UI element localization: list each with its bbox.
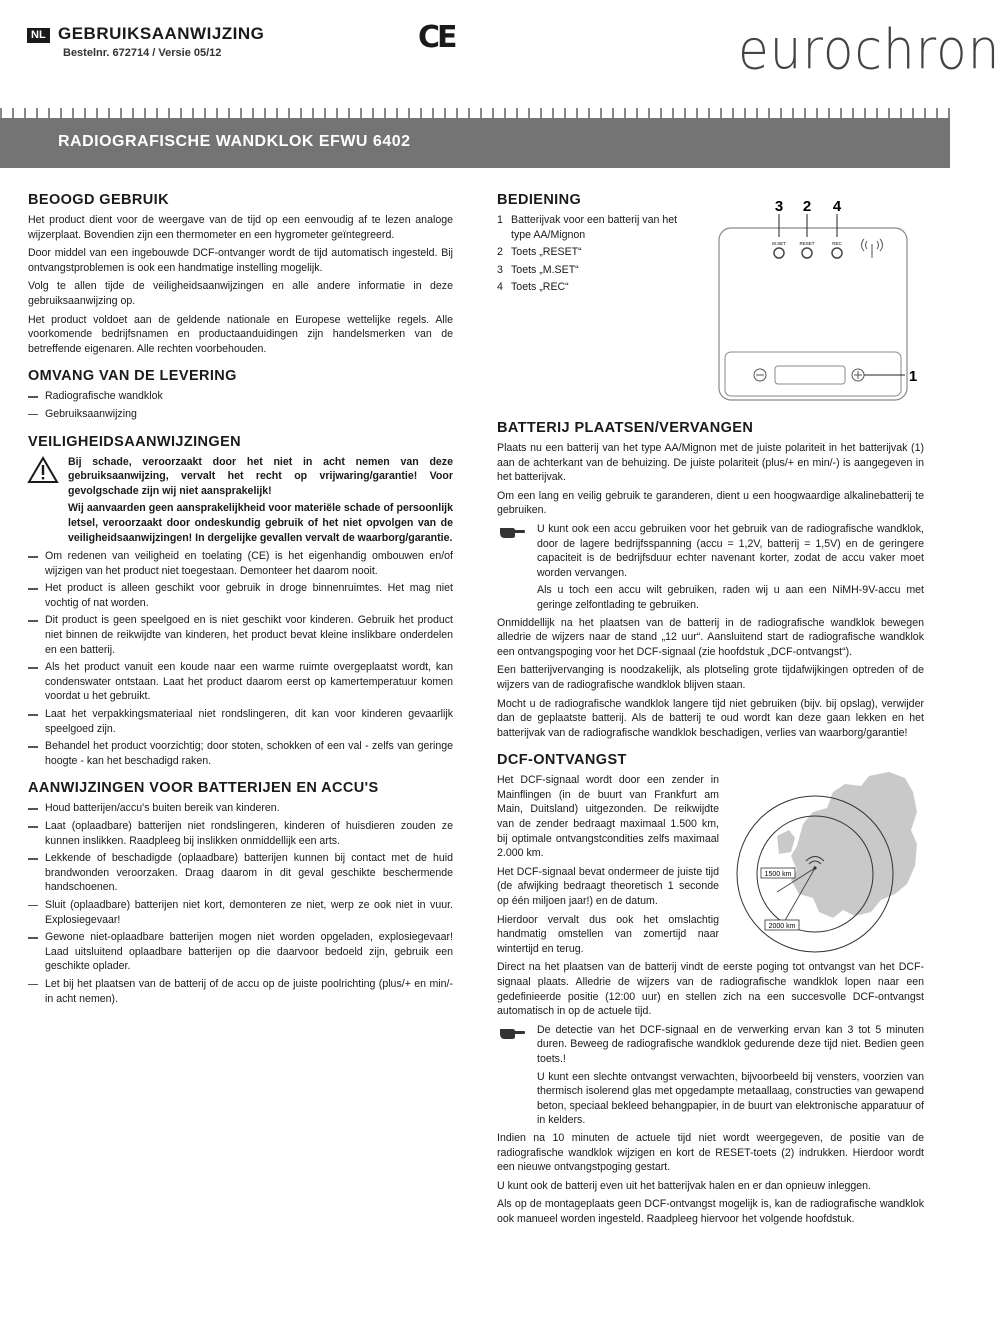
button-label-mset: M.SET [772, 241, 786, 246]
scope-list [28, 389, 453, 421]
note-text: De detectie van het DCF-signaal en de verwerking ervan kan 3 tot 5 minuten duren. Beweeg de radiografische wandklok gedurende deze tijd niet. Bedien geen toets.! [537, 1023, 924, 1065]
heading-operation: BEDIENING [497, 192, 582, 208]
list-item: Dit product is geen speelgoed en is niet geschikt voor kinderen. Gebruik het product niet binnen de reikwijdte van kinderen, het product bevat kleine inslikbare onderdelen en een batterij. [28, 613, 453, 657]
tick-divider [0, 108, 950, 118]
callout-4: 4 [832, 198, 842, 215]
heading-batteries: AANWIJZINGEN VOOR BATTERIJEN EN ACCU'S [28, 780, 379, 797]
heading-safety: VEILIGHEIDSAANWIJZINGEN [28, 433, 242, 450]
warning-block [28, 455, 453, 546]
paragraph: Direct na het plaatsen van de batterij vindt de eerste poging tot ontvangst van het DCF-signaal plaats. Alledrie de wijzers van de radiografische wandklok lopen naar een gedefinieerde positie (12:00 uur) en stellen zich na een succesvolle DCF-ontvangst automatisch in op de actuele tijd. [497, 961, 924, 1018]
paragraph: Het product voldoet aan de geldende nationale en Europese wettelijke regels. Alle voorkomende bedrijfsnamen en productaanduidingen zijn handelsmerken van de betreffende eigenaren. Alle rechten voorbehouden. [28, 313, 453, 355]
note-block [497, 1023, 924, 1128]
heading-battery-place: BATTERIJ PLAATSEN/VERVANGEN [497, 420, 754, 436]
list-item: Let bij het plaatsen van de batterij of de accu op de juiste poolrichting (plus/+ en min/- in acht nemen). [28, 977, 453, 1006]
warning-text: Bij schade, veroorzaakt door het niet in acht nemen van deze gebruiksaanwijzing, vervalt het recht op vrijwaring/garantie! Voor gevolgschade zijn wij niet aansprakelijk! [68, 455, 453, 497]
section-intended-use [28, 192, 453, 356]
document-title: GEBRUIKSAANWIJZING [58, 24, 265, 43]
list-item: Behandel het product voorzichtig; door stoten, schokken of een val - zelfs van geringe hoogte - kan het beschadigd raken. [28, 739, 453, 768]
paragraph: Om een lang en veilig gebruik te garanderen, dient u een hoogwaardige alkalinebatterij te gebruiken. [497, 489, 924, 517]
right-column [497, 192, 924, 1239]
operation-list [497, 213, 697, 295]
heading-intended-use: BEOOGD GEBRUIK [28, 192, 169, 208]
section-battery-place [497, 420, 924, 740]
paragraph: Plaats nu een batterij van het type AA/Mignon met de juiste polariteit in het batterijvak (1) aan de achterkant van de behuizing. De juiste polariteit (plus/+ en min/-) is aangegeven in het batterijvak. [497, 442, 924, 484]
paragraph: Het DCF-signaal wordt door een zender in Mainflingen (in de buurt van Frankfurt am Main, Duitsland) uitgezonden. De reikwijdte van de zender bedraagt maximaal 1.500 km, bij optimale ontvangstcondities zelfs maximaal 2.000 km. [497, 774, 719, 860]
button-label-rec: REC [832, 241, 842, 246]
note-text: U kunt ook een accu gebruiken voor het gebruik van de radiografische wandklok, door de lagere bedrijfsspanning (accu = 1,2V, batterij = 1,5V) en de geringere capaciteit is de bedrijfsduur echter navenant korter, zodat de accu vaker moet worden vervangen. [537, 522, 924, 579]
list-item: Laat het verpakkingsmateriaal niet rondslingeren, dit kan voor kinderen gevaarlijk speelgoed zijn. [28, 707, 453, 736]
paragraph: Volg te allen tijde de veiligheidsaanwijzingen en alle andere informatie in deze gebruiksaanwijzing op. [28, 280, 453, 307]
dcf-intro-text [497, 773, 719, 956]
callout-3: 3 [774, 198, 784, 215]
paragraph: Onmiddellijk na het plaatsen van de batterij in de radiografische wandklok bewegen alledrie de wijzers naar de stand „12 uur“. Aansluitend start de radiografische wandklok een ontvangspoging voor het DCF-signaal (zie hoofdstuk „DCF-ontvangst“). [497, 616, 924, 658]
list-item: Sluit (oplaadbare) batterijen niet kort, demonteren ze niet, werp ze ook niet in vuur. Explosiegevaar! [28, 898, 453, 927]
note-block [497, 522, 924, 613]
paragraph: Mocht u de radiografische wandklok langere tijd niet gebruiken (bijv. bij opslag), verwijder dan de geplaatste batterij. Als de batterij te oud wordt kan deze gaan lekken en het batterijvak van de radiografische wandklok beschadigen, verlies van waarborg/garantie! [497, 697, 924, 739]
battery-list [28, 801, 453, 1006]
range-label-2000: 2000 km [768, 923, 796, 931]
paragraph: Indien na 10 minuten de actuele tijd niet wordt weergegeven, de positie van de radiografische wandklok wijzigen en kort de RESET-toets (2) indrukken. Hierdoor wordt een nieuwe ontvangstpoging gestart. [497, 1131, 924, 1174]
section-dcf [497, 752, 924, 1226]
clock-back-diagram [715, 192, 925, 412]
pointing-hand-icon [499, 524, 525, 538]
paragraph: Een batterijvervanging is noodzakelijk, als plotseling grote tijdafwijkingen optreden of de wijzers van de radiografische wandklok blijven staan. [497, 664, 924, 691]
button-label-reset: RESET [799, 241, 815, 246]
paragraph: Door middel van een ingebouwde DCF-ontvanger wordt de tijd automatisch ingesteld. Bij ontvangstproblemen is ook een handmatige instelling mogelijk. [28, 247, 453, 274]
list-item: Laat (oplaadbare) batterijen niet rondslingeren, kinderen of huisdieren zouden ze kunnen inslikken. Raadpleeg bij inslikken onmiddellijk een arts. [28, 819, 453, 848]
pointing-hand-icon [499, 1025, 525, 1039]
list-item: Lekkende of beschadigde (oplaadbare) batterijen kunnen bij contact met de huid brandwonden veroorzaken. Draag daarom in dit geval geschikte beschermende handschoenen. [28, 851, 453, 895]
paragraph: U kunt ook de batterij even uit het batterijvak halen en er dan opnieuw inleggen. [497, 1179, 871, 1192]
note-text: Als u toch een accu wilt gebruiken, raden wij u aan een NiMH-9V-accu met geringe zelfontlading te gebruiken. [537, 584, 924, 611]
list-item: Gewone niet-oplaadbare batterijen mogen niet worden opgeladen, explosiegevaar! Laad uitsluitend oplaadbare batterijen op die daarvoor bedoeld zijn, gebruik een geschikte oplader. [28, 930, 453, 974]
section-scope [28, 368, 453, 421]
warning-text: Wij aanvaarden geen aansprakelijkheid voor materiële schade of persoonlijk letsel, veroorzaakt door ondeskundig gebruik of het niet opvolgen van de veiligheidsaanwijzingen! In dergelijke gevallen vervalt de waarborg/garantie. [68, 502, 453, 544]
list-item: Radiografische wandklok [28, 389, 453, 404]
brand-logo: eurochron [738, 18, 1000, 82]
callout-2: 2 [802, 198, 812, 215]
warning-triangle-icon [28, 457, 58, 483]
list-item: Gebruiksaanwijzing [28, 407, 453, 422]
product-title: RADIOGRAFISCHE WANDKLOK EFWU 6402 [58, 133, 411, 150]
note-text: U kunt een slechte ontvangst verwachten, bijvoorbeeld bij vensters, voorzien van thermisch isolerend glas met opgedampte metaallaag, constructies van gewapend beton, speciaal bekleed behangpapier, in de buurt van elektronische apparatuur of in kelders. [537, 1070, 924, 1127]
section-batteries [28, 780, 453, 1006]
europe-range-map [743, 764, 923, 944]
list-item: Houd batterijen/accu's buiten bereik van kinderen. [28, 801, 453, 816]
callout-1: 1 [908, 368, 918, 385]
safety-list [28, 549, 453, 768]
paragraph: Het product dient voor de weergave van de tijd op een eenvoudig af te lezen analoge wijzerplaat. Bovendien zijn een thermometer en een hygrometer geïntegreerd. [28, 214, 453, 241]
list-item: 3 Toets „M.SET“ [497, 263, 579, 276]
ce-mark: CE [418, 20, 455, 55]
paragraph: Als op de montageplaats geen DCF-ontvangst mogelijk is, kan de radiografische wandklok ook manueel worden ingesteld. Raadpleeg hiervoor het volgende hoofdstuk. [497, 1198, 924, 1225]
language-badge: NL [27, 28, 50, 43]
paragraph: Het DCF-signaal bevat ondermeer de juiste tijd (de afwijking bedraagt theoretisch 1 seconde op één miljoen jaar!) en de datum. [497, 865, 719, 908]
heading-dcf: DCF-ONTVANGST [497, 752, 627, 769]
antenna-icon [862, 239, 883, 258]
list-item: Het product is alleen geschikt voor gebruik in droge binnenruimtes. Het mag niet vochtig of nat worden. [28, 581, 453, 610]
list-item: 2 Toets „RESET“ [497, 246, 582, 259]
section-safety [28, 434, 453, 769]
document-subtitle: Bestelnr. 672714 / Versie 05/12 [63, 47, 222, 59]
range-label-1500: 1500 km [764, 871, 792, 879]
left-column [28, 192, 453, 1018]
list-item: Om redenen van veiligheid en toelating (CE) is het eigenhandig ombouwen en/of wijzigen van het product niet toegestaan. Demonteer het daarom nooit. [28, 549, 453, 578]
heading-scope: OMVANG VAN DE LEVERING [28, 368, 237, 385]
paragraph: Hierdoor vervalt dus ook het omslachtig handmatig omstellen van zomertijd naar wintertijd en terug. [497, 913, 719, 955]
section-operation [497, 192, 924, 420]
list-item: Als het product vanuit een koude naar een warme ruimte overgeplaatst wordt, kan condenswater ontstaan. Laat het product daarom eerst op kamertemperatuur komen voordat u het gebruikt. [28, 660, 453, 704]
list-item: 1 Batterijvak voor een batterij van het type AA/Mignon [497, 214, 678, 241]
list-item: 4 Toets „REC“ [497, 281, 569, 294]
